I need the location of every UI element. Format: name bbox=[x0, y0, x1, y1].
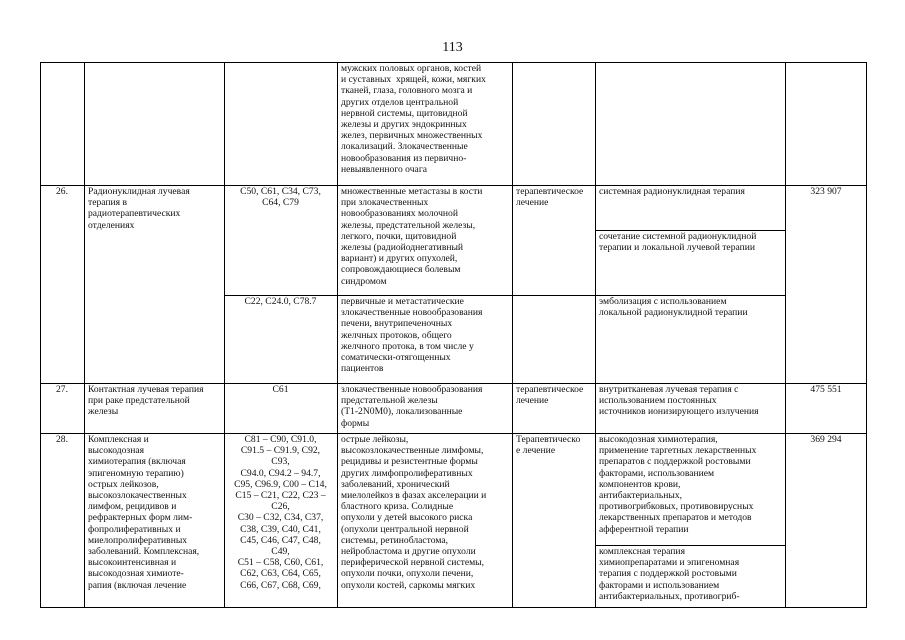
cost-cell: 323 907 bbox=[810, 186, 842, 197]
row-number: 28. bbox=[56, 434, 68, 445]
icd-codes-cell: C81 – C90, C91.0, C91.5 – C91.9, C92, C93, C94.0, C94.2 – 94.7, C95, C96.9, C00 – C14, C15 – C21, C22, C23 – C26, C30 – C32, C34, C37, C38, C39, C40, C41, C45, C46, C47, C48, C49, C51 – C58, C60, C61, C62, C63, C64, C65, C66, C67, C68, C69, bbox=[234, 434, 327, 591]
row-number: 26. bbox=[56, 186, 68, 197]
column-divider bbox=[84, 62, 85, 608]
table-border-right bbox=[866, 62, 867, 608]
row-number: 27. bbox=[56, 384, 68, 395]
treatment-method-cell: комплексная терапия химиопрепаратами и эпигеномная терапия с поддержкой ростовыми факторами и использованием антибактериальных, противогриб- bbox=[599, 546, 740, 602]
treatment-method-cell: системная радионуклидная терапия bbox=[599, 186, 745, 197]
services-table bbox=[40, 62, 866, 608]
icd-codes-cell: C50, C61, C34, C73, C64, C79 bbox=[240, 186, 321, 209]
disease-cell: мужских половых органов, костей и суставных хрящей, кожи, мягких тканей, глаза, головного мозга и других отделов центральной нервной системы, щитовидной железы и других эндокринных желез, первичных множественных локализаций. Злокачественные новообразования из первично- невыявленного очага bbox=[341, 63, 486, 175]
icd-codes-cell: C61 bbox=[272, 384, 289, 395]
column-divider bbox=[785, 62, 786, 608]
treatment-method-cell: сочетание системной радионуклидной терапии и локальной лучевой терапии bbox=[599, 231, 757, 254]
disease-cell: острые лейкозы, высокозлокачественные лимфомы, рецидивы и резистентные формы других лимфопролиферативных заболеваний, хронический миелолейкоз в фазах акселерации и бластного криза. Солидные опухоли у детей высокого риска (опухоли центральной нервной системы, ретинобластома, нейробластома и другие опухоли периферической нервной системы, опухоли почки, опухоли печени, опухоли костей, саркомы мягких bbox=[341, 434, 487, 591]
column-divider bbox=[595, 62, 596, 608]
cost-cell: 369 294 bbox=[810, 434, 842, 445]
column-divider bbox=[337, 62, 338, 608]
column-divider bbox=[512, 62, 513, 608]
treatment-method-cell: высокодозная химиотерапия, применение таргетных лекарственных препаратов с поддержкой ростовыми факторами, использованием компонентов крови, антибактериальных, противогрибковых, противовирусных лекарственных препаратов и методов афферентной терапии bbox=[599, 434, 757, 535]
page-number: 113 bbox=[442, 40, 463, 55]
service-name-cell: Комплексная и высокодозная химиотерапия (включая эпигеномную терапию) острых лейкозов, высокозлокачественных лимфом, рецидивов и рефрактерных форм лим- фопролиферативных и миелопролиферативных заболеваний. Комплексная, высокоинтенсивная и высокодозная химиоте- рапия (включая лечение bbox=[88, 434, 200, 591]
disease-cell: первичные и метастатические злокачественные новообразования печени, внутрипеченочных желчных протоков, общего желчного протока, в том числе у соматически-отягощенных пациентов bbox=[341, 296, 483, 375]
cost-cell: 475 551 bbox=[810, 384, 842, 395]
service-name-cell: Контактная лучевая терапия при раке предстательной железы bbox=[88, 384, 204, 418]
treatment-method-cell: внутритканевая лучевая терапия с использованием постоянных источников ионизирующего излучения bbox=[599, 384, 759, 418]
disease-cell: множественные метастазы в кости при злокачественных новообразованиях молочной железы, предстательной железы, легкого, почки, щитовидной железы (радиойоднегативный вариант) и других опухолей, сопровождающиеся болевым синдромом bbox=[341, 186, 483, 287]
icd-codes-cell: C22, C24.0, C78.7 bbox=[244, 296, 317, 307]
service-name-cell: Радионуклидная лучевая терапия в радиотерапевтических отделениях bbox=[88, 186, 190, 231]
table-border-bottom bbox=[40, 607, 866, 608]
disease-cell: злокачественные новообразования предстательной железы (T1-2N0M0), локализованные формы bbox=[341, 384, 483, 429]
treatment-type-cell: терапевтическое лечение bbox=[516, 186, 584, 209]
treatment-type-cell: Терапевтическо е лечение bbox=[516, 434, 581, 457]
treatment-type-cell: терапевтическое лечение bbox=[516, 384, 584, 407]
table-border-left bbox=[40, 62, 41, 608]
treatment-method-cell: эмболизация с использованием локальной радионуклидной терапии bbox=[599, 296, 748, 319]
